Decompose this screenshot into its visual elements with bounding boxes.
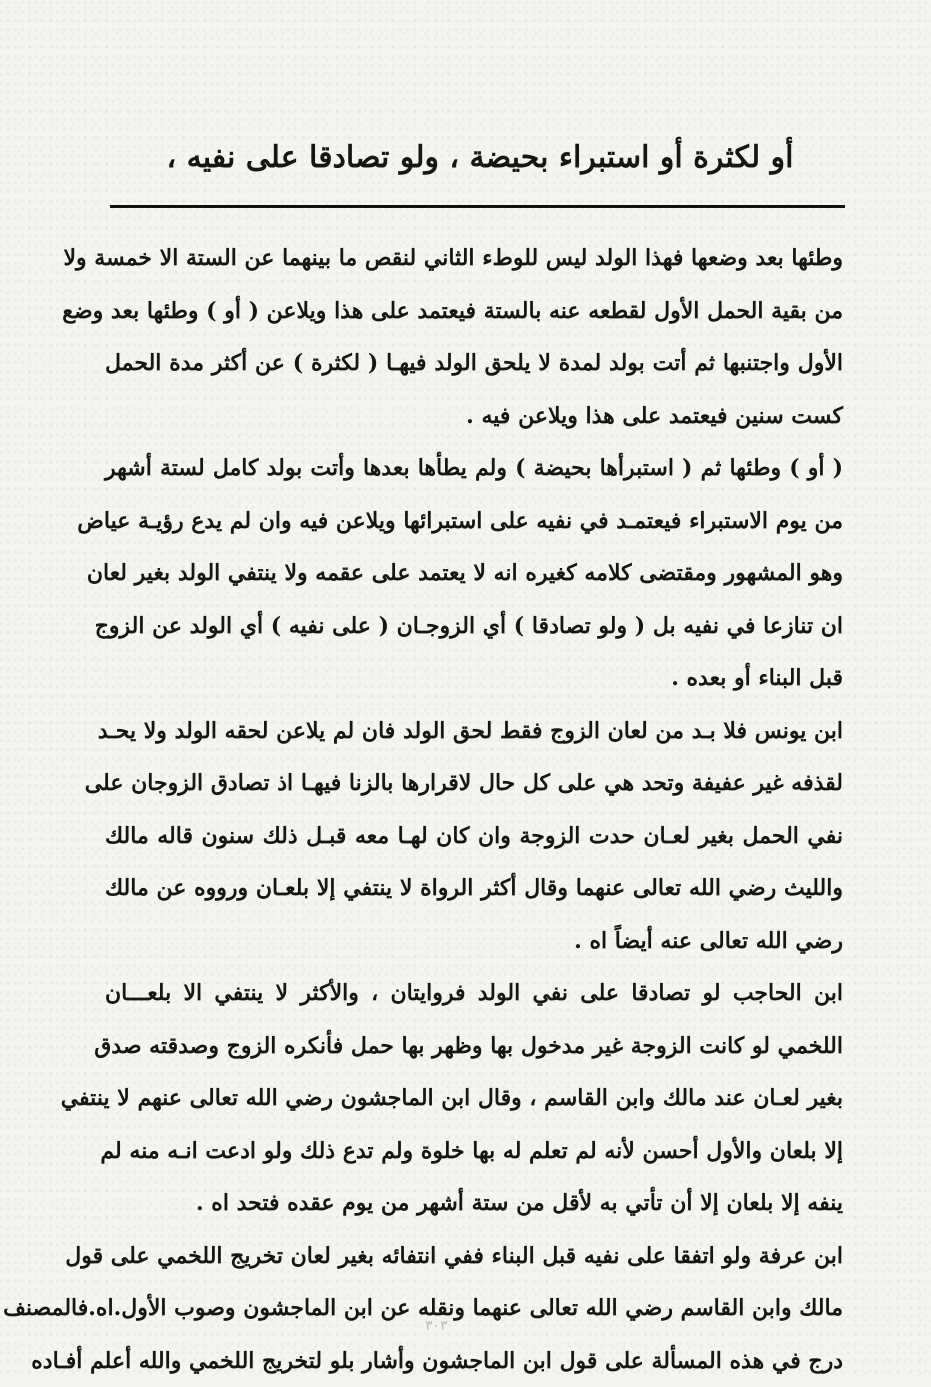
text-line: ( أو ) وطئها ثم ( استبرأها بحيضة ) ولم يطأها بعدها وأتت بولد كامل لستة أشهر — [105, 442, 843, 495]
text-line: إلا بلعان والأول أحسن لأنه لم تعلم له بها خلوة ولم تدع ذلك ولو ادعت انـه منه لم — [105, 1125, 843, 1178]
text-line: اللخمي لو كانت الزوجة غير مدخول بها وظهر بها حمل فأنكره الزوج وصدقته صدق — [105, 1020, 843, 1073]
text-line: ابن الحاجب لو تصادقا على نفي الولد فروايتان ، والأكثر لا ينتفي الا بلعـــان — [105, 967, 843, 1020]
text-line: من بقية الحمل الأول لقطعه عنه بالستة فيعتمد على هذا ويلاعن ( أو ) وطئها بعد وضع — [105, 285, 843, 338]
text-line: مالك وابن القاسم رضي الله تعالى عنهما ونقله عن ابن الماجشون وصوب الأول.اه.فالمصنف — [105, 1282, 843, 1335]
text-line: وطئها بعد وضعها فهذا الولد ليس للوطء الثاني لنقص ما بينهما عن الستة الا خمسة ولا — [105, 232, 843, 285]
text-line: قبل البناء أو بعده . — [105, 652, 843, 705]
text-line: رضي الله تعالى عنه أيضاً اه . — [105, 915, 843, 968]
section-heading: أو لكثرة أو استبراء بحيضة ، ولو تصادقا على نفيه ، — [150, 140, 810, 175]
text-line: نفي الحمل بغير لعـان حدت الزوجة وان كان لهـا معه قبـل ذلك سنون قاله مالك — [105, 810, 843, 863]
text-line: ان تنازعا في نفيه بل ( ولو تصادقا ) أي الزوجـان ( على نفيه ) أي الولد عن الزوج — [105, 600, 843, 653]
page-number: ٣٠٣ — [425, 1318, 448, 1334]
text-line: لقذفه غير عفيفة وتحد هي على كل حال لاقرارها بالزنا فيهـا اذ تصادق الزوجان على — [105, 757, 843, 810]
text-line: درج في هذه المسألة على قول ابن الماجشون وأشار بلو لتخريج اللخمي والله أعلم أفـاده — [105, 1335, 843, 1387]
text-line: من يوم الاستبراء فيعتمـد في نفيه على استبرائها ويلاعن فيه وان لم يدع رؤيـة عياض — [105, 495, 843, 548]
text-line: وهو المشهور ومقتضى كلامه كغيره انه لا يعتمد على عقمه ولا ينتفي الولد بغير لعان — [105, 547, 843, 600]
text-line: كست سنين فيعتمد على هذا ويلاعن فيه . — [105, 390, 843, 443]
heading-rule — [110, 205, 845, 208]
text-line: الأول واجتنبها ثم أتت بولد لمدة لا يلحق الولد فيهـا ( لكثرة ) عن أكثر مدة الحمل — [105, 337, 843, 390]
paragraph-3 — [105, 705, 843, 968]
paragraph-5 — [105, 1230, 843, 1387]
paragraph-1 — [105, 232, 843, 442]
text-line: والليث رضي الله تعالى عنهما وقال أكثر الرواة لا ينتفي إلا بلعـان ورووه عن مالك — [105, 862, 843, 915]
paragraph-4 — [105, 967, 843, 1230]
text-line: ينفه إلا بلعان إلا أن تأتي به لأقل من ستة أشهر من يوم عقده فتحد اه . — [105, 1177, 843, 1230]
text-line: ابن يونس فلا بـد من لعان الزوج فقط لحق الولد فان لم يلاعن لحقه الولد ولا يحـد — [105, 705, 843, 758]
text-line: بغير لعـان عند مالك وابن القاسم ، وقال ابن الماجشون رضي الله تعالى عنهم لا ينتفي — [105, 1072, 843, 1125]
text-line: ابن عرفة ولو اتفقا على نفيه قبل البناء ففي انتفائه بغير لعان تخريج اللخمي على قول — [105, 1230, 843, 1283]
commentary-body — [105, 232, 843, 1387]
paragraph-2 — [105, 442, 843, 705]
